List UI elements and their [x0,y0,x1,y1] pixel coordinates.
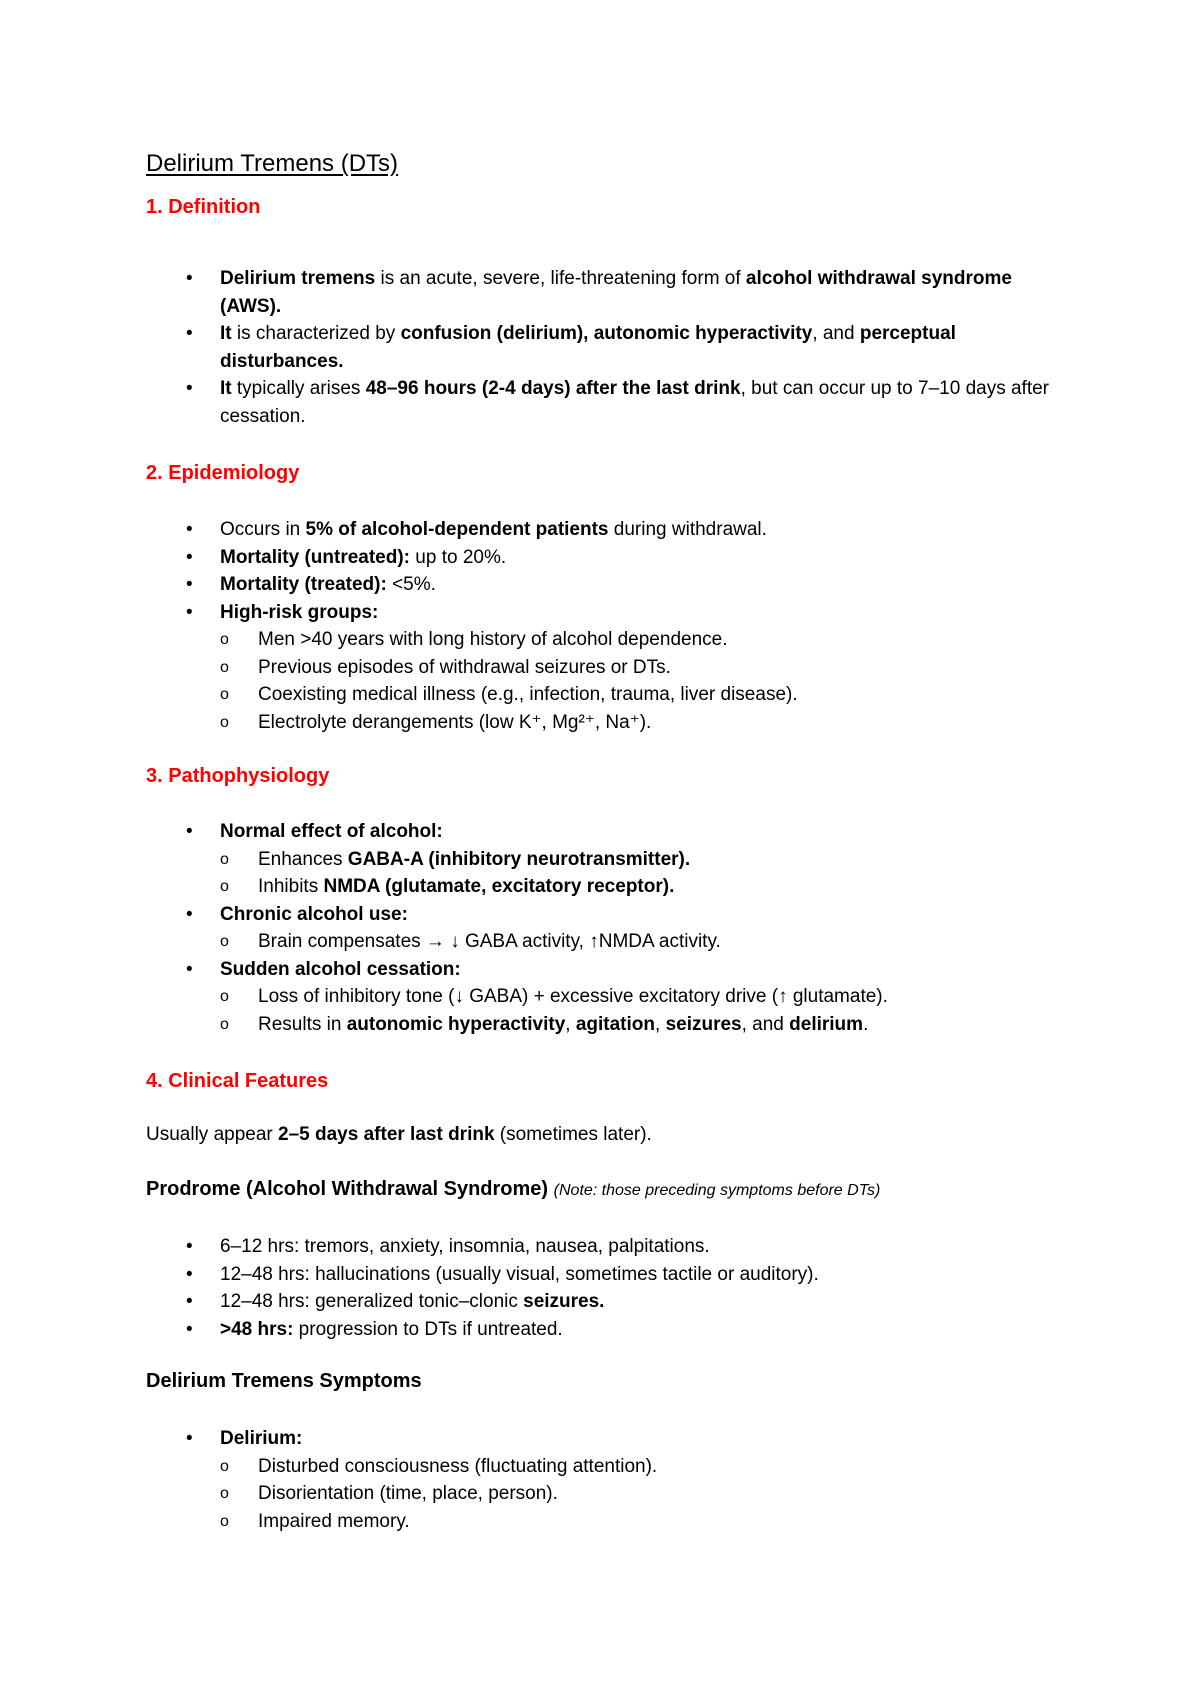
page-title: Delirium Tremens (DTs) [146,150,399,177]
list-item: • It typically arises 48–96 hours (2-4 days) after the last drink, but can occur up to 7–10 days after cessation. [186,375,1066,430]
definition-list [186,265,1066,430]
list-item: • Normal effect of alcohol: o Enhances GABA-A (inhibitory neurotransmitter). o Inhibits NMDA (glutamate, excitatory receptor). [186,818,1086,901]
dt-symptoms-list [186,1425,1086,1535]
normal-effect-list [220,846,1086,901]
epidemiology-list [186,516,1086,736]
heading-epidemiology: 2. Epidemiology [146,462,300,484]
sub-list-item: o Enhances GABA-A (inhibitory neurotransmitter). [220,846,1086,874]
heading-prodrome: Prodrome (Alcohol Withdrawal Syndrome) (Note: those preceding symptoms before DTs) [146,1178,881,1200]
list-item: • Mortality (untreated): up to 20%. [186,544,1086,572]
sub-list-item: o Electrolyte derangements (low K⁺, Mg²⁺, Na⁺). [220,709,1086,737]
sub-list-item: o Loss of inhibitory tone (↓ GABA) + excessive excitatory drive (↑ glutamate). [220,983,1086,1011]
heading-dt-symptoms: Delirium Tremens Symptoms [146,1370,422,1392]
list-item: • Mortality (treated): <5%. [186,571,1086,599]
heading-definition: 1. Definition [146,196,261,218]
pathophysiology-list [186,818,1086,1038]
heading-pathophysiology: 3. Pathophysiology [146,765,330,787]
sub-list-item: o Inhibits NMDA (glutamate, excitatory receptor). [220,873,1086,901]
risk-groups-list [220,626,1086,736]
clinical-intro: Usually appear 2–5 days after last drink (sometimes later). [146,1124,652,1145]
sub-list-item: o Results in autonomic hyperactivity, agitation, seizures, and delirium. [220,1011,1086,1039]
list-item: • High-risk groups: o Men >40 years with long history of alcohol dependence. o Previous episodes of withdrawal seizures or DTs. o Coexisting medical illness (e.g., infection, trauma, liver disease). o Electrolyte derangements (low K⁺, Mg²⁺, Na⁺). [186,599,1086,737]
sudden-cessation-list [220,983,1086,1038]
sub-list-item: o Men >40 years with long history of alcohol dependence. [220,626,1086,654]
sub-list-item: o Brain compensates → ↓ GABA activity, ↑NMDA activity. [220,928,1086,956]
list-item: • 6–12 hrs: tremors, anxiety, insomnia, nausea, palpitations. [186,1233,1086,1261]
list-item: • Sudden alcohol cessation: o Loss of inhibitory tone (↓ GABA) + excessive excitatory drive (↑ glutamate). o Results in autonomic hyperactivity, agitation, seizures, and delirium. [186,956,1086,1039]
list-item: • >48 hrs: progression to DTs if untreated. [186,1316,1086,1344]
list-item: • Delirium: o Disturbed consciousness (fluctuating attention). o Disorientation (time, place, person). o Impaired memory. [186,1425,1086,1535]
prodrome-note: (Note: those preceding symptoms before DTs) [553,1182,881,1199]
delirium-list [220,1453,1086,1536]
sub-list-item: o Coexisting medical illness (e.g., infection, trauma, liver disease). [220,681,1086,709]
sub-list-item: o Disorientation (time, place, person). [220,1480,1086,1508]
list-item: • Chronic alcohol use: o Brain compensates → ↓ GABA activity, ↑NMDA activity. [186,901,1086,956]
sub-list-item: o Disturbed consciousness (fluctuating attention). [220,1453,1086,1481]
sub-list-item: o Previous episodes of withdrawal seizures or DTs. [220,654,1086,682]
list-item: • 12–48 hrs: generalized tonic–clonic seizures. [186,1288,1086,1316]
heading-clinical-features: 4. Clinical Features [146,1070,329,1092]
list-item: • Delirium tremens is an acute, severe, life-threatening form of alcohol withdrawal syndrome (AWS). [186,265,1066,320]
chronic-use-list [220,928,1086,956]
list-item: • 12–48 hrs: hallucinations (usually visual, sometimes tactile or auditory). [186,1261,1086,1289]
prodrome-list [186,1233,1086,1343]
list-item: • It is characterized by confusion (delirium), autonomic hyperactivity, and perceptual disturbances. [186,320,1066,375]
list-item: • Occurs in 5% of alcohol-dependent patients during withdrawal. [186,516,1086,544]
sub-list-item: o Impaired memory. [220,1508,1086,1536]
